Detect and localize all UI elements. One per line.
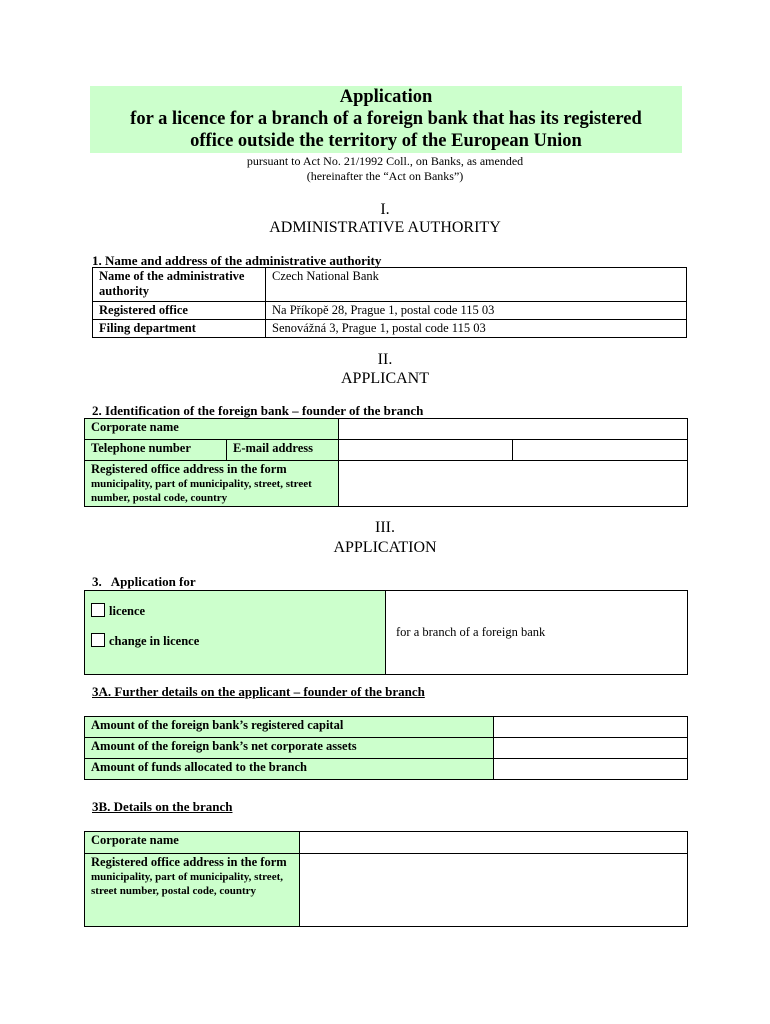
- title-line-2: for a licence for a branch of a foreign bank that has its registered: [130, 109, 642, 129]
- applicant-address-label: [85, 461, 339, 507]
- corporate-name-field[interactable]: [339, 419, 688, 440]
- section-1-numeral: I.: [380, 201, 390, 218]
- table-row: [85, 832, 688, 854]
- section-3a-title: 3A. Further details on the applicant – founder of the branch: [92, 684, 425, 699]
- branch-address-hint: municipality, part of municipality, street, street number, postal code, country: [91, 871, 283, 897]
- application-table: [84, 590, 688, 675]
- filing-department-value: Senovážná 3, Prague 1, postal code 115 03: [266, 320, 687, 338]
- corporate-name-label: Corporate name: [85, 419, 339, 440]
- filing-department-label: Filing department: [93, 320, 266, 338]
- table-row: [85, 759, 688, 780]
- option-licence[interactable]: [91, 603, 379, 619]
- applicant-address-field[interactable]: [339, 461, 688, 507]
- branch-address-label: [85, 854, 300, 927]
- branch-details-table: [84, 831, 688, 927]
- section-1-item-title: 1. Name and address of the administrative authority: [92, 253, 382, 268]
- table-row: [85, 717, 688, 738]
- telephone-label: Telephone number: [85, 440, 227, 461]
- allocated-funds-label: Amount of funds allocated to the branch: [85, 759, 494, 780]
- telephone-field[interactable]: [339, 440, 513, 461]
- table-row: [93, 268, 687, 302]
- table-row: [85, 461, 688, 507]
- table-row: [85, 419, 688, 440]
- application-description: for a branch of a foreign bank: [386, 591, 688, 675]
- authority-name-label: Name of the administrative authority: [93, 268, 266, 302]
- section-2-numeral: II.: [377, 351, 393, 368]
- licence-label: licence: [109, 604, 146, 618]
- change-in-licence-checkbox[interactable]: [91, 633, 105, 647]
- allocated-funds-field[interactable]: [494, 759, 688, 780]
- section-3b-title: 3B. Details on the branch: [92, 799, 233, 814]
- registered-office-label: Registered office: [93, 302, 266, 320]
- email-field[interactable]: [513, 440, 688, 461]
- branch-address-label-text: Registered office address in the form: [91, 855, 287, 869]
- title-line-1: Application: [339, 87, 433, 107]
- subtitle-line-1: pursuant to Act No. 21/1992 Coll., on Banks, as amended: [246, 154, 524, 168]
- branch-corporate-name-label: Corporate name: [85, 832, 300, 854]
- registered-capital-field[interactable]: [494, 717, 688, 738]
- email-label: E-mail address: [227, 440, 339, 461]
- document-title: [90, 86, 682, 153]
- table-row: [85, 854, 688, 927]
- authority-name-value: Czech National Bank: [266, 268, 687, 302]
- application-options: [85, 591, 386, 675]
- section-3-heading: APPLICATION: [333, 539, 437, 556]
- licence-checkbox[interactable]: [91, 603, 105, 617]
- table-row: [93, 302, 687, 320]
- net-assets-label: Amount of the foreign bank’s net corporate assets: [85, 738, 494, 759]
- table-row: [85, 738, 688, 759]
- applicant-table: [84, 418, 688, 507]
- table-row: [93, 320, 687, 338]
- section-2-item-title: 2. Identification of the foreign bank – founder of the branch: [92, 403, 424, 418]
- section-2-heading: APPLICANT: [340, 370, 429, 387]
- change-in-licence-label: change in licence: [109, 634, 200, 648]
- option-change-in-licence[interactable]: [91, 633, 379, 649]
- title-line-3: office outside the territory of the European Union: [190, 131, 582, 151]
- registered-office-value: Na Příkopě 28, Prague 1, postal code 115 03: [266, 302, 687, 320]
- table-row: [85, 591, 688, 675]
- applicant-details-table: [84, 716, 688, 780]
- table-row: [85, 440, 688, 461]
- applicant-address-hint: municipality, part of municipality, street, street number, postal code, country: [91, 478, 312, 504]
- branch-corporate-name-field[interactable]: [300, 832, 688, 854]
- authority-table: [92, 267, 687, 338]
- section-3-item-title: 3. Application for: [92, 574, 196, 589]
- net-assets-field[interactable]: [494, 738, 688, 759]
- registered-capital-label: Amount of the foreign bank’s registered capital: [85, 717, 494, 738]
- subtitle-line-2: (hereinafter the “Act on Banks”): [306, 169, 464, 183]
- section-1-heading: ADMINISTRATIVE AUTHORITY: [269, 219, 501, 236]
- section-3-numeral: III.: [375, 519, 395, 536]
- branch-address-field[interactable]: [300, 854, 688, 927]
- applicant-address-label-text: Registered office address in the form: [91, 462, 287, 476]
